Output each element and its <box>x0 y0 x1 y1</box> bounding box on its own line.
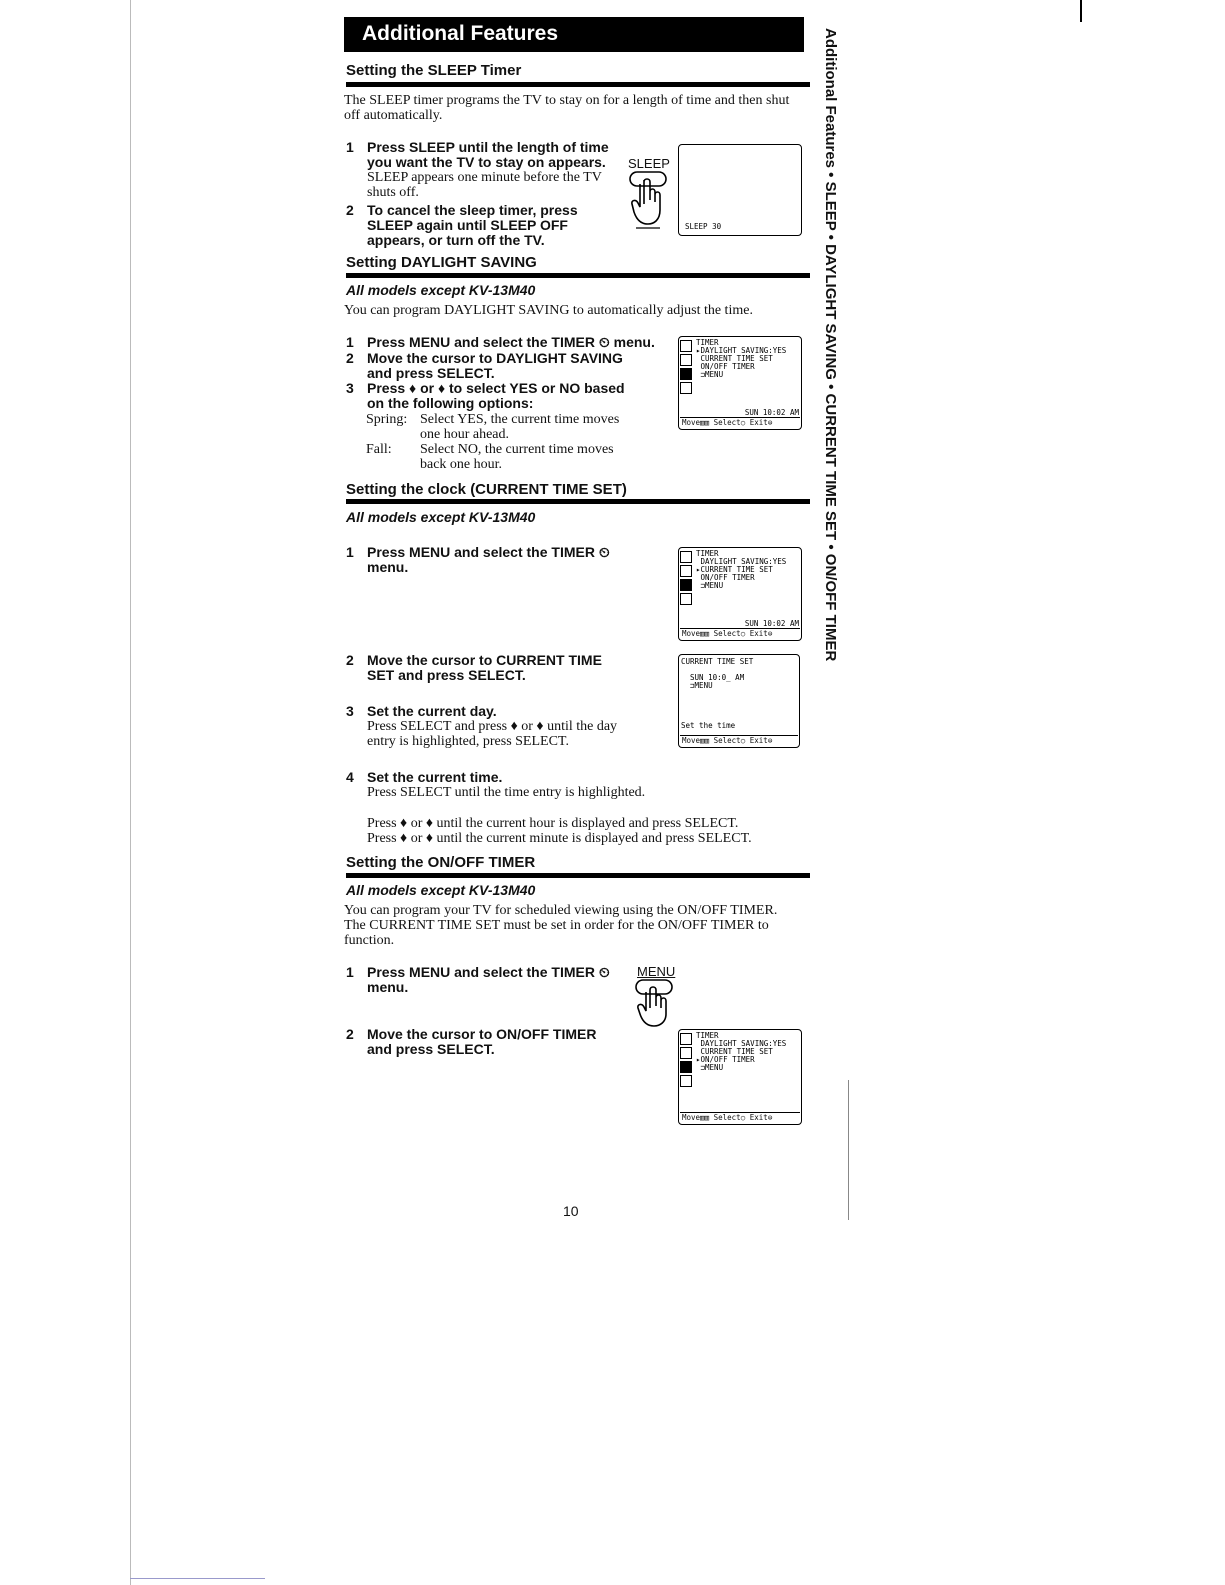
osd-icon-column <box>679 339 693 396</box>
bottom-rule <box>130 1578 265 1579</box>
timer-menu-icon <box>680 368 692 380</box>
clock-step-2: 2 Move the cursor to CURRENT TIME SET and press SELECT. <box>346 652 602 683</box>
daylight-option-spring: Spring: Select YES, the current time moves one hour ahead. <box>366 412 620 442</box>
clock-step-4-minute: Press ♦ or ♦ until the current minute is displayed and press SELECT. <box>367 831 752 846</box>
clock-step-4-hour: Press ♦ or ♦ until the current hour is displayed and press SELECT. <box>367 816 739 831</box>
clock-screen-2-hint: Set the time <box>681 721 736 730</box>
page-number: 10 <box>563 1203 579 1219</box>
sleep-step-2: 2 To cancel the sleep timer, press SLEEP again until SLEEP OFF appears, or turn off the TV. <box>346 202 578 248</box>
onoff-screen <box>678 1029 802 1125</box>
onoff-intro: You can program your TV for scheduled viewing using the ON/OFF TIMER. The CURRENT TIME SET must be set in order for the ON/OFF TIMER to function. <box>344 903 778 948</box>
page-header <box>344 17 804 52</box>
picture-menu-icon <box>680 551 692 563</box>
onoff-screen-menu: TIMER DAYLIGHT SAVING:YES CURRENT TIME SET ▸ON/OFF TIMER ⊐MENU <box>696 1031 787 1072</box>
onoff-screen-footer: Move▥▥ Select○ Exit⊜ <box>680 1112 800 1123</box>
setup-menu-icon <box>680 382 692 394</box>
page-header-title: Additional Features <box>362 22 559 45</box>
picture-menu-icon <box>680 340 692 352</box>
sleep-title: Setting the SLEEP Timer <box>346 62 522 79</box>
onoff-title: Setting the ON/OFF TIMER <box>346 854 536 871</box>
menu-remote-label: MENU <box>637 964 676 979</box>
right-margin-rule <box>848 1080 849 1220</box>
clock-screen-2-footer: Move▥▥ Select○ Exit⊜ <box>680 735 798 746</box>
clock-step-4: 4 Set the current time. Press SELECT until the time entry is highlighted. <box>346 769 646 800</box>
top-right-tick <box>1080 0 1082 22</box>
daylight-step-1: 1 Press MENU and select the TIMER ⏲ menu. <box>346 334 655 350</box>
audio-menu-icon <box>680 1047 692 1059</box>
sleep-intro: The SLEEP timer programs the TV to stay on for a length of time and then shut off automatically. <box>344 93 790 123</box>
daylight-screen-menu: TIMER ▸DAYLIGHT SAVING:YES CURRENT TIME SET ON/OFF TIMER ⊐MENU <box>696 338 787 379</box>
sleep-screen-text: SLEEP 30 <box>685 222 722 231</box>
side-tab-text: Additional Features • SLEEP • DAYLIGHT SAVING • CURRENT TIME SET • ON/OFF TIMER <box>822 28 839 662</box>
clock-screen-1-clock: SUN 10:02 AM <box>744 619 799 628</box>
sleep-button-hand-icon <box>626 170 672 232</box>
clock-title: Setting the clock (CURRENT TIME SET) <box>346 481 627 498</box>
sleep-title-rule <box>346 82 810 87</box>
clock-step-1: 1 Press MENU and select the TIMER ⏲ menu. <box>346 544 610 575</box>
sleep-screen <box>678 144 802 236</box>
onoff-step-1: 1 Press MENU and select the TIMER ⏲ menu. <box>346 964 610 995</box>
daylight-models: All models except KV-13M40 <box>346 282 536 298</box>
daylight-title: Setting DAYLIGHT SAVING <box>346 254 537 271</box>
osd-icon-column <box>679 550 693 607</box>
daylight-screen-footer: Move▥▥ Select○ Exit⊜ <box>680 417 800 428</box>
daylight-screen <box>678 336 802 430</box>
timer-menu-icon <box>680 579 692 591</box>
clock-screen-2 <box>678 654 800 748</box>
picture-menu-icon <box>680 1033 692 1045</box>
daylight-title-rule <box>346 273 810 278</box>
clock-step-3: 3 Set the current day. Press SELECT and press ♦ or ♦ until the day entry is highlighted, press SELECT. <box>346 703 618 749</box>
daylight-intro: You can program DAYLIGHT SAVING to automatically adjust the time. <box>344 303 753 318</box>
clock-title-rule <box>346 499 810 504</box>
clock-models: All models except KV-13M40 <box>346 509 536 525</box>
clock-screen-1-footer: Move▥▥ Select○ Exit⊜ <box>680 628 800 639</box>
sleep-step-1: 1 Press SLEEP until the length of time you want the TV to stay on appears. SLEEP appears one minute before the TV shuts off. <box>346 139 609 200</box>
audio-menu-icon <box>680 565 692 577</box>
onoff-step-2: 2 Move the cursor to ON/OFF TIMER and press SELECT. <box>346 1026 597 1057</box>
timer-menu-icon <box>680 1061 692 1073</box>
clock-screen-1-menu: TIMER DAYLIGHT SAVING:YES ▸CURRENT TIME SET ON/OFF TIMER ⊐MENU <box>696 549 787 590</box>
menu-button-hand-icon <box>632 978 678 1030</box>
setup-menu-icon <box>680 1075 692 1087</box>
daylight-step-3: 3 Press ♦ or ♦ to select YES or NO based on the following options: <box>346 380 625 411</box>
setup-menu-icon <box>680 593 692 605</box>
clock-screen-2-menu: CURRENT TIME SET SUN 10:0_ AM ⊐MENU <box>681 657 754 690</box>
daylight-step-2: 2 Move the cursor to DAYLIGHT SAVING and press SELECT. <box>346 350 623 381</box>
osd-icon-column <box>679 1032 693 1089</box>
audio-menu-icon <box>680 354 692 366</box>
onoff-title-rule <box>346 873 810 878</box>
left-margin-rule <box>130 0 131 1585</box>
side-tab <box>815 28 839 662</box>
daylight-screen-clock: SUN 10:02 AM <box>744 408 799 417</box>
daylight-option-fall: Fall: Select NO, the current time moves back one hour. <box>366 442 614 472</box>
sleep-remote-label: SLEEP <box>628 156 670 171</box>
clock-screen-1 <box>678 547 802 641</box>
onoff-models: All models except KV-13M40 <box>346 882 536 898</box>
